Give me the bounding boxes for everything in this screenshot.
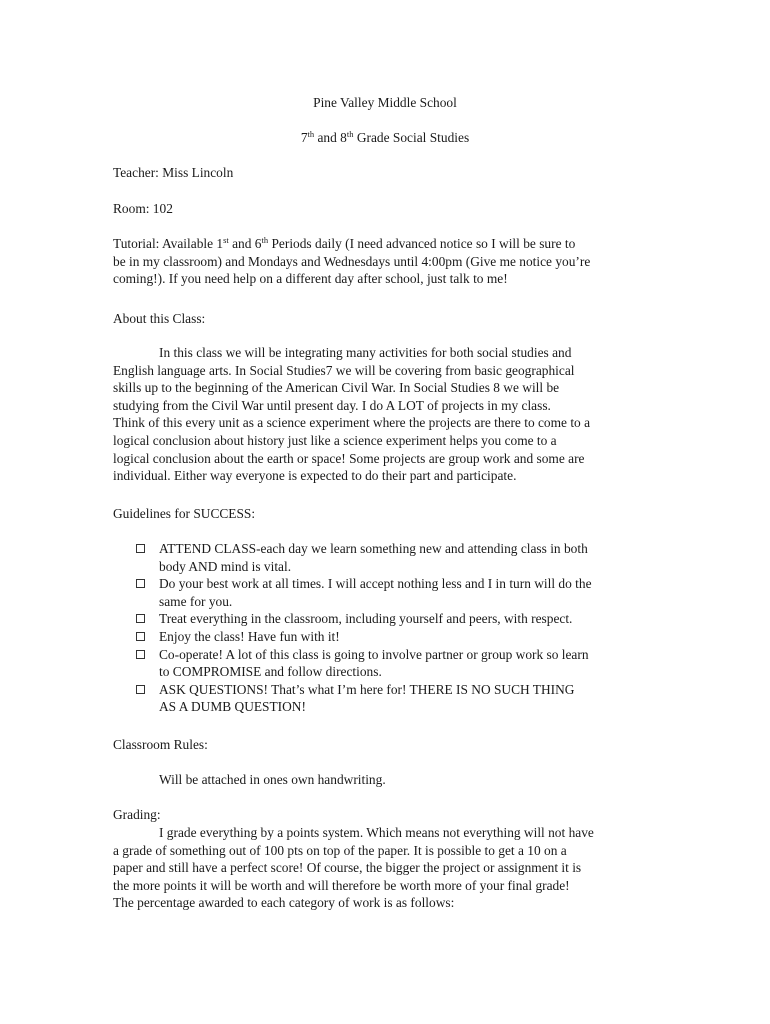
grading-heading: Grading:: [113, 807, 161, 822]
checkbox-icon: [136, 650, 145, 659]
guideline-text: Enjoy the class! Have fun with it!: [159, 628, 340, 644]
about-line: Think of this every unit as a science experiment where the projects are there to come to a: [113, 415, 591, 431]
about-line: logical conclusion about the earth or space! Some projects are group work and some are: [113, 450, 585, 466]
guidelines-list: [136, 540, 666, 716]
course-grade-7: 7: [300, 130, 308, 145]
tutorial-line-2: be in my classroom) and Mondays and Wednesdays until 4:00pm (Give me notice you’re: [113, 253, 591, 269]
grading-line: I grade everything by a points system. Which means not everything will not have: [159, 825, 594, 840]
checkbox-icon: [136, 544, 145, 553]
tutorial-paragraph: [113, 235, 658, 288]
guideline-item: [136, 628, 666, 646]
guideline-item: [136, 610, 666, 628]
guideline-item: [136, 646, 666, 681]
about-line: English language arts. In Social Studies7 we will be covering from basic geographical: [113, 362, 575, 378]
grading-line: paper and still have a perfect score! Of course, the bigger the project or assignment it is: [113, 860, 582, 876]
tutorial-text-b: and 6: [228, 236, 262, 251]
tutorial-line-1: [113, 235, 658, 253]
guidelines-heading: Guidelines for SUCCESS:: [113, 506, 256, 521]
guideline-text-cont: same for you.: [159, 593, 233, 609]
about-line: studying from the Civil War until present day. I do A LOT of projects in my class.: [113, 397, 551, 413]
tutorial-line-3: coming!). If you need help on a different day after school, just talk to me!: [113, 271, 508, 287]
checkbox-icon: [136, 632, 145, 641]
about-paragraph: [113, 344, 658, 485]
rules-heading: Classroom Rules:: [113, 737, 208, 752]
guideline-item: [136, 681, 666, 716]
about-line: In this class we will be integrating many activities for both social studies and: [159, 345, 572, 360]
course-grade-8: and 8: [314, 130, 347, 145]
course-grade-7-suffix: th: [307, 129, 315, 139]
rules-text: Will be attached in ones own handwriting.: [159, 772, 386, 787]
about-line: logical conclusion about history just like a science experiment helps you come to a: [113, 432, 557, 448]
course-grade-8-suffix: th: [346, 129, 354, 139]
tutorial-sup-th: th: [261, 235, 269, 245]
grading-paragraph: [113, 824, 658, 912]
teacher-line: Teacher: Miss Lincoln: [113, 165, 234, 180]
guideline-item: [136, 575, 666, 610]
guideline-text: ASK QUESTIONS! That’s what I’m here for! THERE IS NO SUCH THING: [159, 681, 575, 697]
tutorial-text-c: Periods daily (I need advanced notice so I will be sure to: [268, 236, 576, 251]
guideline-text-cont: AS A DUMB QUESTION!: [159, 699, 306, 715]
checkbox-icon: [136, 579, 145, 588]
room-line: Room: 102: [113, 201, 173, 216]
course-subject: Grade Social Studies: [353, 130, 470, 145]
checkbox-icon: [136, 614, 145, 623]
about-line: individual. Either way everyone is expected to do their part and participate.: [113, 468, 517, 484]
grading-line: a grade of something out of 100 pts on top of the paper. It is possible to get a 10 on a: [113, 842, 567, 858]
guideline-text: Do your best work at all times. I will accept nothing less and I in turn will do the: [159, 576, 592, 592]
grading-line: The percentage awarded to each category of work is as follows:: [113, 895, 455, 911]
tutorial-sup-st: st: [223, 235, 229, 245]
guideline-text: ATTEND CLASS-each day we learn something new and attending class in both: [159, 541, 588, 556]
guideline-text-cont: body AND mind is vital.: [159, 558, 292, 574]
guideline-text: Co-operate! A lot of this class is going to involve partner or group work so learn: [159, 646, 589, 662]
school-name: Pine Valley Middle School: [313, 95, 457, 110]
guideline-item: [136, 540, 666, 575]
about-heading: About this Class:: [113, 311, 206, 326]
grading-line: the more points it will be worth and will therefore be worth more of your final grade!: [113, 877, 570, 893]
about-line: skills up to the beginning of the American Civil War. In Social Studies 8 we will be: [113, 380, 560, 396]
guideline-text-cont: to COMPROMISE and follow directions.: [159, 664, 382, 680]
course-title: [0, 129, 770, 147]
tutorial-text-a: Tutorial: Available 1: [113, 236, 224, 251]
checkbox-icon: [136, 685, 145, 694]
guideline-text: Treat everything in the classroom, including yourself and peers, with respect.: [159, 611, 573, 627]
